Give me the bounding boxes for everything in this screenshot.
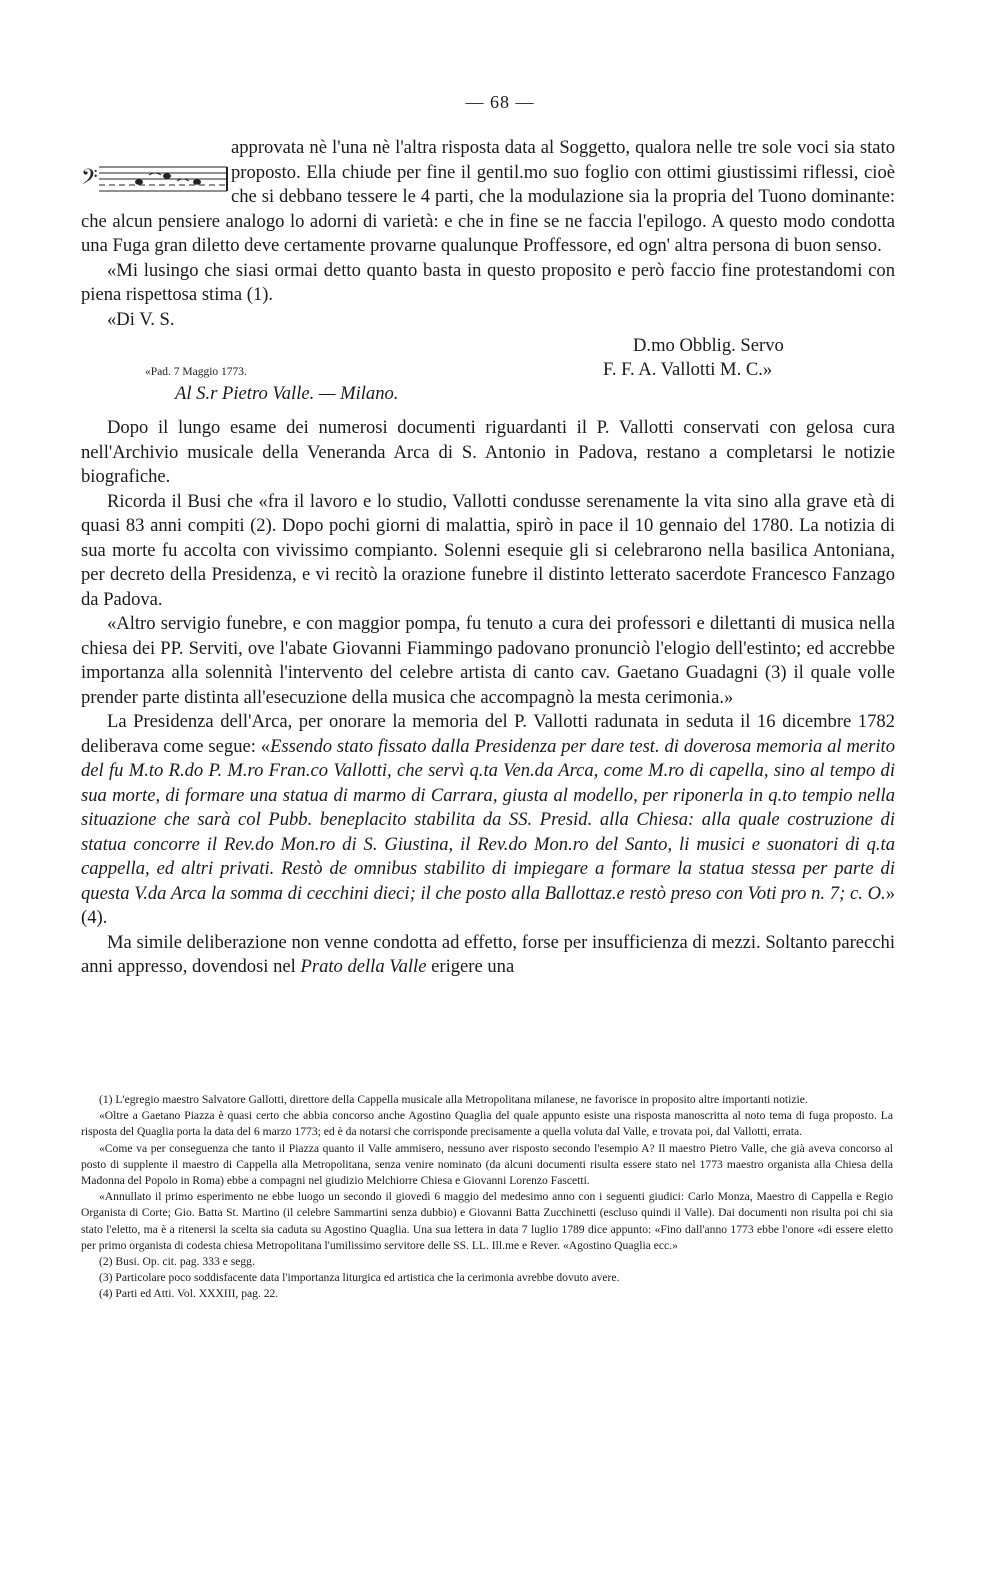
footnote-1-quote-b: «Come va per conseguenza che tanto il Piazza quanto il Valle ammisero, nessuno aver risposto secondo l'esempio A? Il maestro Pietro Valle, che già aveva concorso al posto di supplente il maestro di Cappella alla Metropolitana, senza venire nominato (da alcuni documenti risulta essere stato nel 1773 maestro organista alla Chiesa della Madonna del Popolo in Roma) ebbe a compagni nel giudizio Melchiorre Chiesa e Giovanni Lorenzo Fascetti. [81, 1141, 893, 1188]
footnote-1-quote-a: «Oltre a Gaetano Piazza è quasi certo che abbia concorso anche Agostino Quaglia del quale appunto esiste una risposta manoscritta al noto tema di fuga proposto. La risposta del Quaglia porta la data del 6 marzo 1773; ed è da notarsi che corrisponde precisamente a quella voluta dal Valle, e trovata poi, dal Vallotti, errata. [81, 1109, 893, 1139]
paragraph-8 [81, 931, 895, 980]
paragraph-8-end: erigere una [426, 956, 515, 977]
music-notation-image [79, 161, 229, 203]
footnote-1: (1) L'egregio maestro Salvatore Gallotti, direttore della Cappella musicale alla Metropolitana milanese, ne favorisce in proposito altre importanti notizie. [99, 1093, 808, 1106]
footnote-3: (3) Particolare poco soddisfacente data l'importanza liturgica ed artistica che la cerimonia avrebbe dovuto avere. [99, 1271, 620, 1285]
recipient-address: Al S.r Pietro Valle. — Milano. [175, 383, 399, 404]
paragraph-8-start: Ma simile deliberazione non venne condotta ad effetto, forse per insufficienza di mezzi. Soltanto parecchi anni appresso, dovendosi nel [81, 931, 895, 977]
footnote-2: (2) Busi. Op. cit. pag. 333 e segg. [99, 1255, 255, 1269]
svg-text:𝄢: 𝄢 [81, 165, 98, 195]
footnote-4: (4) Parti ed Atti. Vol. XXXIII, pag. 22. [99, 1287, 279, 1301]
signature-block [81, 334, 895, 406]
footnote-1-quote-c: «Annullato il primo esperimento ne ebbe luogo un secondo il giovedì 6 maggio del medesimo anno con i seguenti giudici: Carlo Monza, Maestro di Cappella e Regio Organista di Corte; Gio. Batta St. Martino (il celebre Sammartini senza dubbio) e Giovanni Batta Zucchinetti (escluso quindi il Valle). Dai documenti non risulta poi chi sia stato l'eletto, ma è a ritenersi la scelta sia caduta su Agostino Quaglia. Una sua lettera in data 7 luglio 1789 dice appunto: «Fino dall'anno 1773 ebbe l'onore «di essere eletto per primo organista di codesta chiesa Metropolitana l'umilissimo servitore delle SS. LL. Ill.me e Rever. «Agostino Quaglia ecc.» [81, 1190, 893, 1252]
footnotes [81, 1092, 893, 1303]
paragraph-7-end: » (4). [81, 882, 895, 928]
paragraph-7 [81, 710, 895, 931]
paragraph-2: «Mi lusingo che siasi ormai detto quanto basta in questo proposito e però faccio fine protestandomi con piena rispettosa stima (1). [81, 259, 895, 305]
main-text [81, 136, 895, 980]
paragraph-3: «Di V. S. [107, 308, 175, 330]
signature-line-2: F. F. A. Vallotti M. C.» [603, 359, 773, 380]
paragraph-1: approvata nè l'una nè l'altra risposta data al Soggetto, qualora nelle tre sole voci sia stato proposto. Ella chiude per fine il gentil.mo suo foglio con ottimi giustissimi riflessi, cioè che si debbano tessere le 4 parti, che la modulazione sia la propria del Tuono dominante: che alcun pensiere analogo lo adorni di varietà: e che in fine se ne faccia l'epilogo. A questo modo condotta una Fuga gran diletto deve certamente provarne qualunque Proffessore, ed ogn' altra persona di buon senso. [81, 137, 895, 256]
letter-date: «Pad. 7 Maggio 1773. [145, 366, 247, 378]
first-paragraph-block [81, 136, 895, 259]
paragraph-7-quote: Essendo stato fissato dalla Presidenza per dare test. di doverosa memoria al merito del fu M.to R.do P. M.ro Fran.co Vallotti, che servì q.ta Ven.da Arca, come M.ro di capella, sino al tempo di sua morte, di formare una statua di marmo di Carrara, giusta al modello, per riponerla in q.to tempio nella situazione che sarà col Pubb. beneplacito stabilita da SS. Presid. alla Chiesa: alla quale costruzione di statua concorre il Rev.do Mon.ro di S. Giustina, il Rev.do Mon.ro del Santo, li musici e suonatori di q.ta cappella, ed altri privati. Restò de omnibus stabilito di impiegare a formare la statua stessa per parte di questa V.da Arca la somma di cecchini dieci; il che posto alla Ballottaz.e restò preso con Voti pro n. 7; c. O. [81, 735, 895, 904]
page-number: — 68 — [465, 92, 535, 112]
paragraph-5: Ricorda il Busi che «fra il lavoro e lo studio, Vallotti condusse serenamente la vita sino alla grave età di quasi 83 anni compiti (2). Dopo pochi giorni di malattia, spirò in pace il 10 gennaio del 1780. La notizia di sua morte fu accolta con vivissimo compianto. Solenni esequie gli si celebrarono nella basilica Antoniana, per decreto della Presidenza, e vi recitò la orazione funebre il distinto letterato sacerdote Francesco Fanzago da Padova. [81, 490, 895, 610]
paragraph-8-place: Prato della Valle [300, 956, 427, 977]
paragraph-7-intro: La Presidenza dell'Arca, per onorare la memoria del P. Vallotti radunata in seduta il 16 dicembre 1782 deliberava come segue: « [81, 711, 895, 757]
signature-line-1: D.mo Obblig. Servo [633, 335, 784, 356]
paragraph-6: «Altro servigio funebre, e con maggior pompa, fu tenuto a cura dei professori e dilettanti di musica nella chiesa dei PP. Serviti, ove l'abate Giovanni Fiammingo padovano pronunciò l'elogio dell'estinto; ed accrebbe importanza alla solennità l'intervento del celebre artista di canto cav. Gaetano Guadagni (3) il quale volle prender parte distinta all'esecuzione della musica che accompagnò la mesta cerimonia.» [81, 613, 895, 708]
paragraph-4: Dopo il lungo esame dei numerosi documenti riguardanti il P. Vallotti conservati con gelosa cura nell'Archivio musicale della Veneranda Arca di S. Antonio in Padova, restano a completarsi le notizie biografiche. [81, 417, 895, 487]
